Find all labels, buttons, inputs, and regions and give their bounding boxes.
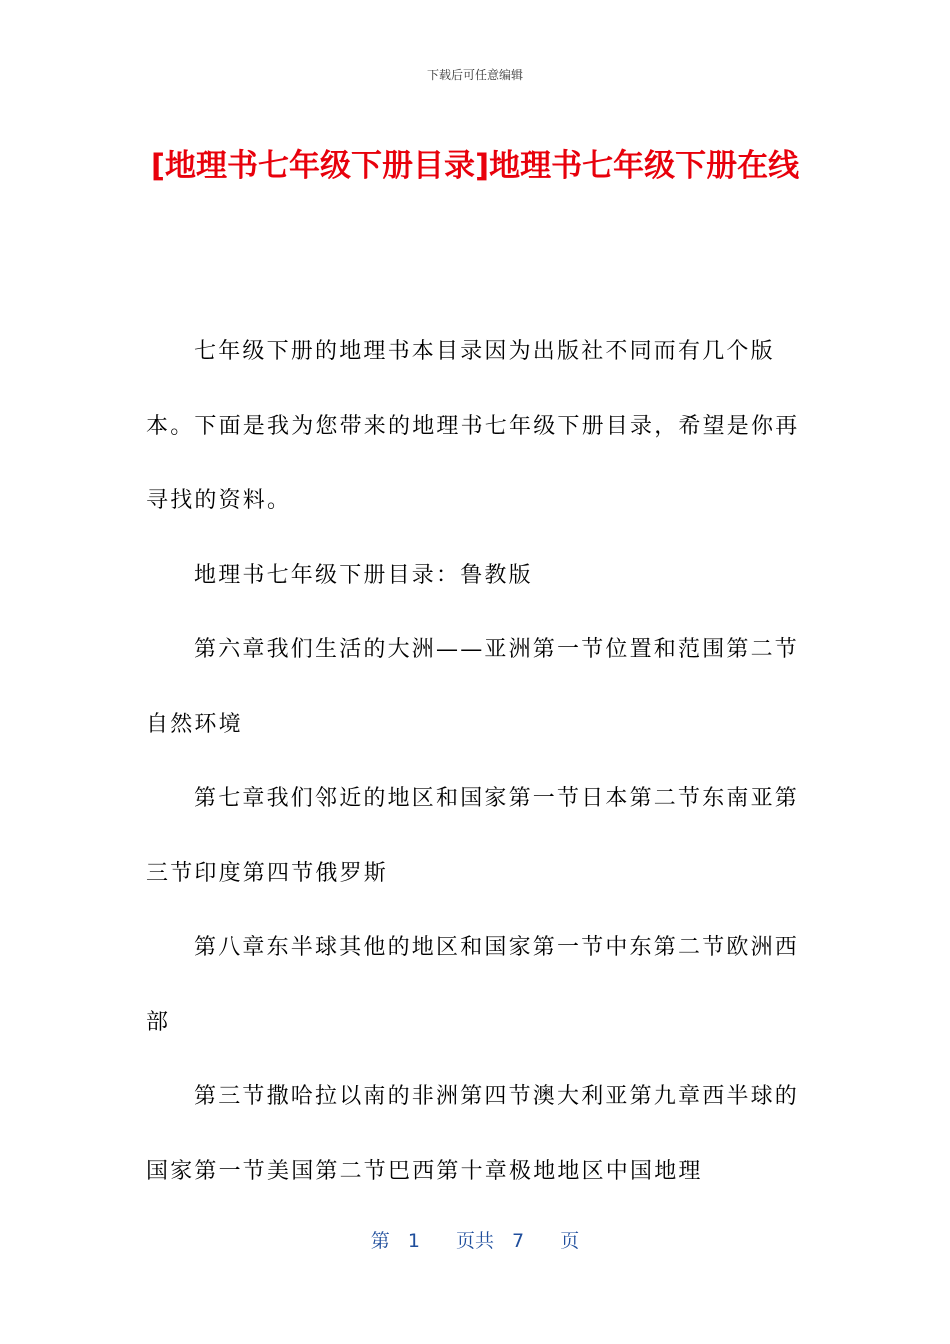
page-footer [0,1226,950,1253]
paragraph-chapter-6: 第六章我们生活的大洲——亚洲第一节位置和范围第二节自然环境 [146,637,800,737]
footer-current-page: 1 [407,1230,420,1252]
document-body [146,315,814,1209]
paragraph-chapter-8: 第八章东半球其他的地区和国家第一节中东第二节欧洲西部 [146,935,800,1035]
document-title: [地理书七年级下册目录]地理书七年级下册在线 [150,148,800,184]
paragraph-chapter-7: 第七章我们邻近的地区和国家第一节日本第二节东南亚第三节印度第四节俄罗斯 [146,786,800,886]
footer-total-pages: 7 [512,1230,525,1252]
footer-middle: 页共 [455,1230,494,1252]
paragraph-edition: 地理书七年级下册目录：鲁教版 [194,562,533,588]
paragraph-chapter-9: 第三节撒哈拉以南的非洲第四节澳大利亚第九章西半球的国家第一节美国第二节巴西第十章极地地区中国地理 [146,1084,800,1184]
footer-prefix: 第 [370,1230,390,1252]
footer-suffix: 页 [560,1230,580,1252]
header-note: 下载后可任意编辑 [426,68,523,82]
paragraph-intro: 七年级下册的地理书本目录因为出版社不同而有几个版本。下面是我为您带来的地理书七年级下册目录，希望是你再寻找的资料。 [146,339,800,513]
